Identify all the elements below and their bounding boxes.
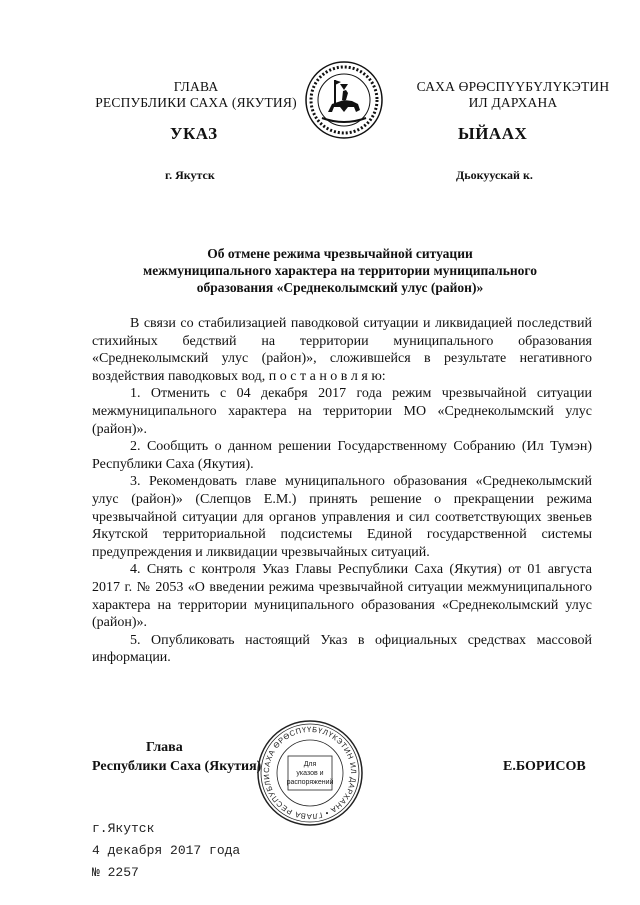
body-item-3: 3. Рекомендовать главе муниципального образования «Среднеколымский улус (район)» (Слепцов Е.М.) принять решение о прекращении режима чрезвычайной ситуации для органов управления и сил соответствующих звеньев Якутской территориальной подсистемы Единой государственной системы предупреждения и ликвидации чрезвычайных ситуаций. <box>92 474 592 560</box>
title-line1: Об отмене режима чрезвычайной ситуации <box>207 246 473 261</box>
header-right-line2: ИЛ ДАРХАНА <box>468 95 558 110</box>
header-right <box>398 79 628 111</box>
city-left: г. Якутск <box>165 168 215 182</box>
doc-type-right: ЫЙААХ <box>458 124 528 143</box>
doc-type-left: УКАЗ <box>170 124 218 143</box>
official-seal <box>255 718 365 828</box>
body-item-1: 1. Отменить с 04 декабря 2017 года режим чрезвычайной ситуации межмуниципального характера на территории МО «Среднеколымский улус (район)». <box>92 386 592 437</box>
signature-title-line2: Республики Саха (Якутия) <box>92 759 262 774</box>
coat-of-arms-icon <box>304 60 384 140</box>
city-right: Дьокуускай к. <box>456 168 533 182</box>
seal-inner-line3: распоряжений <box>286 779 334 786</box>
seal-outer-text: САХА ӨРӨСПҮҮБҮЛҮКЭТИН ИЛ ДАРХАНА • ГЛАВА РЕСПУБЛИ <box>261 724 359 822</box>
document-footer <box>92 818 240 884</box>
seal-inner-line2: указов и <box>296 770 324 777</box>
footer-city: г.Якутск <box>92 821 155 836</box>
footer-date: 4 декабря 2017 года <box>92 843 241 858</box>
body-item-2: 2. Сообщить о данном решении Государственному Собранию (Ил Тумэн) Республики Саха (Якутия). <box>92 439 592 472</box>
body-item-4: 4. Снять с контроля Указ Главы Республики Саха (Якутия) от 01 августа 2017 г. № 2053 «О введении режима чрезвычайной ситуации межмуниципального характера на территории муниципального образования «Среднеколымский улус (район)». <box>92 562 592 631</box>
seal-inner-line1: Для <box>303 761 317 768</box>
signature-name: Е.БОРИСОВ <box>503 759 586 774</box>
body-item-5: 5. Опубликовать настоящий Указ в официальных средствах массовой информации. <box>92 632 592 666</box>
header-left <box>90 79 302 111</box>
body-intro: В связи со стабилизацией паводковой ситуации и ликвидацией последствий стихийных бедствий на территории муниципального образования «Среднеколымский улус (район)», сложившейся в результате негативного воздействия паводковых вод, п о с т а н о в л я ю: <box>92 316 592 384</box>
signature-title-line1: Глава <box>146 740 183 755</box>
title-line3: образования «Среднеколымский улус (район)» <box>196 280 484 295</box>
document-title <box>90 245 590 296</box>
title-line2: межмуниципального характера на территории муниципального <box>143 263 537 278</box>
header-left-line2: РЕСПУБЛИКИ САХА (ЯКУТИЯ) <box>95 95 297 110</box>
document-body <box>92 315 592 667</box>
header-right-line1: САХА ӨРӨСПҮҮБҮЛҮКЭТИН <box>416 79 610 94</box>
footer-number: № 2257 <box>92 865 139 880</box>
header-left-line1: ГЛАВА <box>173 79 219 94</box>
